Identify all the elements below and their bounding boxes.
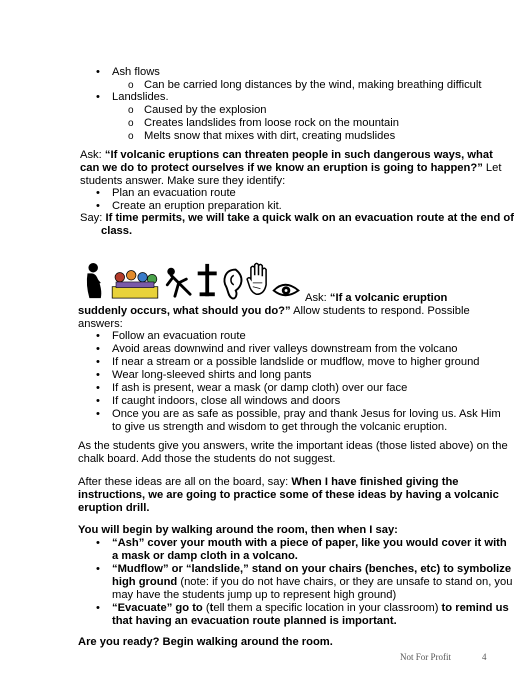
bullet-dot: •	[96, 343, 100, 355]
bullet-dot: •	[96, 408, 100, 420]
bullet-dot: •	[96, 395, 100, 407]
answer-item: If ash is present, wear a mask (or damp cloth) over our face	[112, 382, 408, 394]
drill1-line-a: “Ash” cover your mouth with a piece of paper, like you would cover it with	[112, 537, 507, 549]
drill3-bold-a: “Evacuate” go to	[112, 602, 203, 614]
drill3-bold-a3: to remind us	[441, 602, 509, 614]
answer-item: Avoid areas downwind and river valleys downstream from the volcano	[112, 343, 458, 355]
drill2-rest-b: (note: if you do not have chairs, or they are unsafe to stand on, you	[177, 576, 513, 588]
footer-text: Not For Profit	[400, 652, 452, 662]
ask1-line-a	[80, 149, 493, 162]
bullet-dot: •	[96, 537, 100, 549]
para2-bold-b: instructions, we are going to practice some of these ideas by having a volcanic	[78, 489, 499, 501]
bullet-dot: •	[96, 91, 100, 103]
ask2-line-a	[305, 292, 447, 305]
hand-icon	[247, 263, 266, 294]
ask2-question-a: “If a volcanic eruption	[329, 292, 448, 304]
para2-text-a: After these ideas are all on the board, say:	[78, 476, 292, 488]
ash-flows-item: Ash flows	[112, 66, 160, 78]
say1-line-a	[80, 212, 514, 225]
answer-item: Follow an evacuation route	[112, 330, 246, 342]
ask2-question-b: suddenly occurs, what should you do?”	[78, 305, 291, 317]
drill2-line-c: may have the students jump up to represent high ground)	[112, 589, 397, 601]
icon-strip	[78, 262, 306, 300]
drill2-line-b	[112, 576, 512, 589]
ask1-rest-b: Let	[482, 162, 502, 174]
bullet-dot: •	[96, 356, 100, 368]
drill3-rest-a2: ell them a specific location in your classroom)	[213, 602, 442, 614]
ask1-line-b	[80, 162, 501, 175]
bullet-dot: •	[96, 563, 100, 575]
bullet-dot: •	[96, 187, 100, 199]
ash-flows-sub1: Can be carried long distances by the wind, making breathing difficult	[144, 79, 482, 91]
bullet-dot: •	[96, 200, 100, 212]
children-group-icon	[112, 271, 158, 299]
cross-icon	[198, 264, 217, 296]
walk-intro: You will begin by walking around the room, then when I say:	[78, 524, 398, 536]
bullet-dot: •	[96, 382, 100, 394]
landslides-sub2: Creates landslides from loose rock on the mountain	[144, 117, 399, 129]
landslides-sub3: Melts snow that mixes with dirt, creating mudslides	[144, 130, 396, 142]
say1-text-b: class.	[101, 225, 133, 237]
answer-item: If caught indoors, close all windows and doors	[112, 395, 341, 407]
ask2-line-b	[78, 305, 470, 318]
say1-text-a: If time permits, we will take a quick walk on an evacuation route at the end of	[105, 212, 514, 224]
ask2-answers-label: answers:	[78, 318, 123, 330]
ready-line: Are you ready? Begin walking around the room.	[78, 636, 333, 648]
landslides-sub1: Caused by the explosion	[144, 104, 267, 116]
drill3-line-b: that having an evacuation route planned is important.	[112, 615, 397, 627]
circle-bullet: o	[128, 131, 134, 142]
bullet-dot: •	[96, 602, 100, 614]
drill3-rest-a: (	[202, 602, 210, 614]
ask2-rest-b: Allow students to respond. Possible	[290, 305, 470, 317]
ask1-item1: Plan an evacuation route	[112, 187, 236, 199]
page-number: 4	[482, 652, 487, 662]
drill2-line-a: “Mudflow” or “landslide,” stand on your chairs (benches, etc) to symbolize	[112, 563, 512, 575]
ask2-label: Ask:	[305, 292, 330, 304]
ask1-question-b: can we do to protect ourselves if we know an eruption is going to happen?”	[80, 162, 483, 174]
bullet-dot: •	[96, 330, 100, 342]
answer-item-continued: to give us strength and wisdom to get through the volcanic eruption.	[112, 421, 448, 433]
drill1-line-b: a mask or damp cloth in a volcano.	[112, 550, 298, 562]
ask1-question-a: “If volcanic eruptions can threaten people in such dangerous ways, what	[104, 149, 493, 161]
para2-bold-c: eruption drill.	[78, 502, 150, 514]
circle-bullet: o	[128, 118, 134, 129]
para1-line-b: chalk board. Add those the students do not suggest.	[78, 453, 336, 465]
bullet-dot: •	[96, 66, 100, 78]
circle-bullet: o	[128, 80, 134, 91]
drill3-bold-a2: t	[209, 602, 214, 614]
say1-label: Say:	[80, 212, 106, 224]
ear-icon	[224, 270, 241, 299]
eye-icon	[274, 285, 299, 295]
para1-line-a: As the students give you answers, write the important ideas (those listed above) on the	[78, 440, 508, 452]
praying-person-icon	[87, 263, 101, 298]
para2-line-a	[78, 476, 459, 489]
para2-bold-a: When I have finished giving the	[291, 476, 459, 488]
stretching-person-icon	[167, 268, 190, 297]
landslides-item: Landslides.	[112, 91, 169, 103]
answer-item: Once you are as safe as possible, pray and thank Jesus for loving us. Ask Him	[112, 408, 501, 420]
ask1-instruction: students answer. Make sure they identify:	[80, 175, 286, 187]
drill2-bold-b: high ground	[112, 576, 178, 588]
answer-item: Wear long-sleeved shirts and long pants	[112, 369, 312, 381]
circle-bullet: o	[128, 105, 134, 116]
answer-item: If near a stream or a possible landslide or mudflow, move to higher ground	[112, 356, 480, 368]
ask1-item2: Create an eruption preparation kit.	[112, 200, 282, 212]
drill3-line-a	[112, 602, 509, 615]
bullet-dot: •	[96, 369, 100, 381]
ask1-label: Ask:	[80, 149, 105, 161]
